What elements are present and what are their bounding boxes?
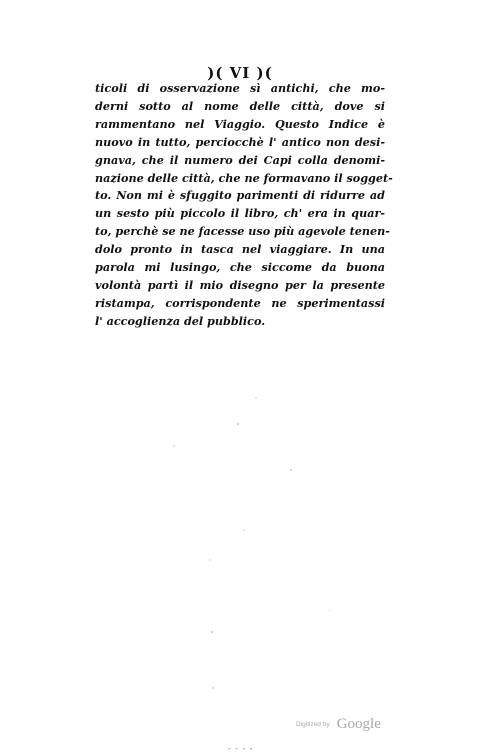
digitized-watermark (296, 714, 381, 733)
text-line: gnava, che il numero dei Capi colla denomi- (95, 152, 385, 167)
watermark-prefix: Digitized by (296, 721, 330, 728)
text-line: ristampa, corrispondente ne sperimentassi (95, 295, 385, 310)
text-line: nazione delle città, che ne formavano il sogget- (95, 170, 393, 185)
text-line: derni sotto al nome delle città, dove si (95, 98, 385, 113)
text-line: parola mi lusingo, che siccome da buona (95, 260, 385, 275)
text-line: to. Non mi è sfuggito parimenti di ridurre ad (95, 188, 385, 203)
footer-mark: - - - - (228, 744, 254, 753)
text-line: to, perchè se ne facesse uso più agevole tenen- (95, 224, 390, 239)
text-line: ticoli di osservazione sì antichi, che mo- (95, 81, 385, 95)
text-line: dolo pronto in tasca nel viaggiare. In una (95, 242, 385, 257)
text-line: volontà partì il mio disegno per la presente (95, 277, 385, 292)
text-line: l' accoglienza del pubblico. (95, 313, 266, 328)
text-line: rammentano nel Viaggio. Questo Indice è (95, 116, 385, 131)
page-header: )( VI )( (207, 64, 273, 82)
text-line: un sesto più piccolo il libro, ch' era in quar- (95, 206, 385, 221)
google-logo: Google (336, 716, 381, 732)
text-line: nuovo in tutto, perciocchè l' antico non desi- (95, 134, 385, 149)
